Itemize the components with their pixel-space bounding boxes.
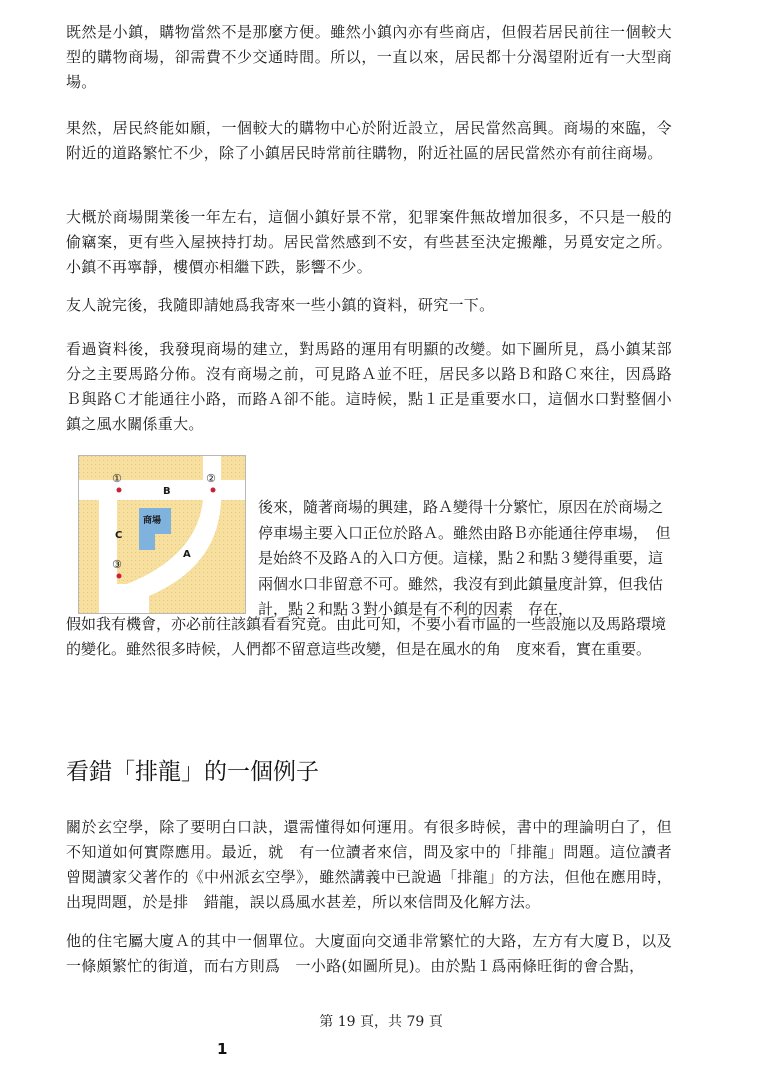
road-a-junction (117, 584, 149, 613)
road-map-figure (78, 455, 246, 614)
paragraph-2: 果然，居民終能如願，一個較大的購物中心於附近設立，居民當然高興。商場的來臨，令附近的道路繁忙不少，除了小鎮居民時常前往購物，附近社區的居民當然亦有前往商場。 (66, 119, 672, 162)
point-1-label: ① (112, 472, 122, 485)
point-1-marker (117, 488, 122, 493)
point-3-label: ③ (112, 558, 122, 571)
page-marker: 1 (217, 1040, 228, 1058)
paragraph-3: 大概於商場開業後一年左右，這個小鎮好景不常，犯罪案件無故增加很多，不只是一般的偷竊案，更有些入屋挾持打劫。居民當然感到不安，有些甚至決定搬離，另覓安定之所。小鎮不再寧靜，樓價亦相繼下跌，影響不少。 (66, 208, 672, 276)
mall-label: 商場 (143, 516, 162, 526)
road-b-label: B (163, 486, 171, 497)
section-paragraph-2: 他的住宅屬大廈Ａ的其中一個單位。大廈面向交通非常繁忙的大路，左方有大廈Ｂ，以及一條頗繁忙的街道，而右方則爲 一小路(如圖所見)。由於點１爲兩條旺街的會合點， (66, 932, 672, 975)
page-footer: 第 19 頁，共 79 頁 (319, 1014, 443, 1030)
road-map-diagram (79, 456, 245, 613)
road-c-label: C (115, 530, 123, 541)
paragraph-4: 友人說完後，我隨即請她爲我寄來一些小鎮的資料，研究一下。 (66, 296, 495, 314)
paragraph-5: 看過資料後，我發現商場的建立，對馬路的運用有明顯的改變。如下圖所見，爲小鎮某部分之主要馬路分佈。沒有商場之前，可見路Ａ並不旺，居民多以路Ｂ和路Ｃ來往，因爲路Ｂ與路Ｃ才能通往小路，而路Ａ卻不能。這時候，點１正是重要水口，這個水口對整個小鎮之風水關係重大。 (66, 340, 672, 433)
road-a-label: A (183, 549, 191, 560)
point-2-marker (211, 488, 216, 493)
road-c (99, 480, 117, 613)
section-heading: 看錯「排龍」的一個例子 (66, 759, 319, 785)
figure-continuation-paragraph: 假如我有機會，亦必前往該鎮看看究竟。由此可知，不要小看市區的一些設施以及馬路環境的變化。雖然很多時候，人們都不留意這些改變，但是在風水的角 度來看，實在重要。 (66, 615, 667, 658)
paragraph-1: 既然是小鎮，購物當然不是那麼方便。雖然小鎮內亦有些商店，但假若居民前往一個較大型的購物商場，卻需費不少交通時間。所以，一直以來，居民都十分渴望附近有一大型商場。 (66, 23, 672, 91)
figure-side-paragraph: 後來，隨著商場的興建，路Ａ變得十分繁忙，原因在於商場之停車場主要入口正位於路Ａ。雖然由路Ｂ亦能通往停車場， 但是始終不及路Ａ的入口方便。這樣，點２和點３變得重要，這兩個水口非留意不可。雖然，我沒有到此鎮量度計算，但我估計，點２和點３對小鎮是有不利的因素 存在， (258, 498, 671, 618)
point-3-marker (117, 574, 122, 579)
section-paragraph-1: 關於玄空學，除了要明白口訣，還需懂得如何運用。有很多時候，書中的理論明白了，但不知道如何實際應用。最近，就 有一位讀者來信，問及家中的「排龍」問題。這位讀者曾閱讀家父著作的《中州派玄空學》，雖然講義中已說過「排龍」的方法，但他在應用時，出現問題，於是排 錯龍，誤以爲風水甚差，所以來信問及化解方法。 (66, 818, 672, 911)
point-2-label: ② (206, 472, 216, 485)
